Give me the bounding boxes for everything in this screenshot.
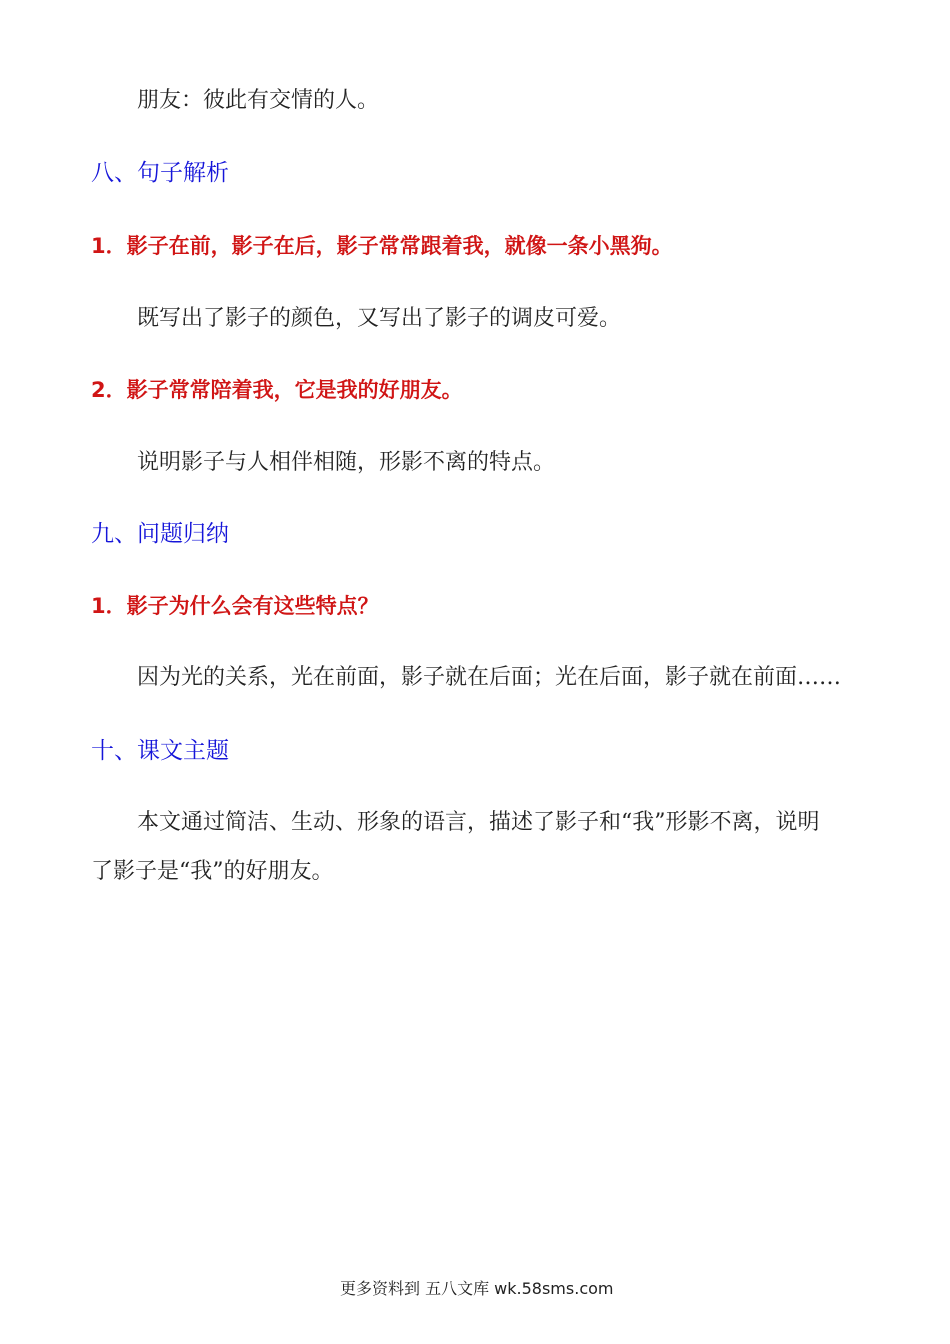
definition-line: 朋友：彼此有交情的人。 [137, 88, 380, 113]
theme-paragraph-line-2: 了影子是“我”的好朋友。 [91, 859, 334, 884]
sentence-analysis-1: 既写出了影子的颜色，又写出了影子的调皮可爱。 [137, 306, 622, 331]
sentence-heading-1: 1．影子在前，影子在后，影子常常跟着我，就像一条小黑狗。 [91, 234, 673, 258]
sentence-analysis-2: 说明影子与人相伴相随，形影不离的特点。 [137, 450, 556, 475]
question-heading-1: 1．影子为什么会有这些特点？ [91, 594, 379, 618]
section-heading-text-theme: 十、课文主题 [91, 738, 229, 764]
question-answer-1: 因为光的关系，光在前面，影子就在后面；光在后面，影子就在前面…… [137, 665, 842, 690]
section-heading-sentence-analysis: 八、句子解析 [91, 160, 229, 186]
sentence-heading-2: 2．影子常常陪着我，它是我的好朋友。 [91, 378, 463, 402]
theme-paragraph-line-1: 本文通过简洁、生动、形象的语言，描述了影子和“我”形影不离，说明 [137, 810, 820, 835]
footer-text: 更多资料到 五八文库 wk.58sms.com [340, 1279, 614, 1298]
section-heading-question-summary: 九、问题归纳 [91, 521, 229, 547]
